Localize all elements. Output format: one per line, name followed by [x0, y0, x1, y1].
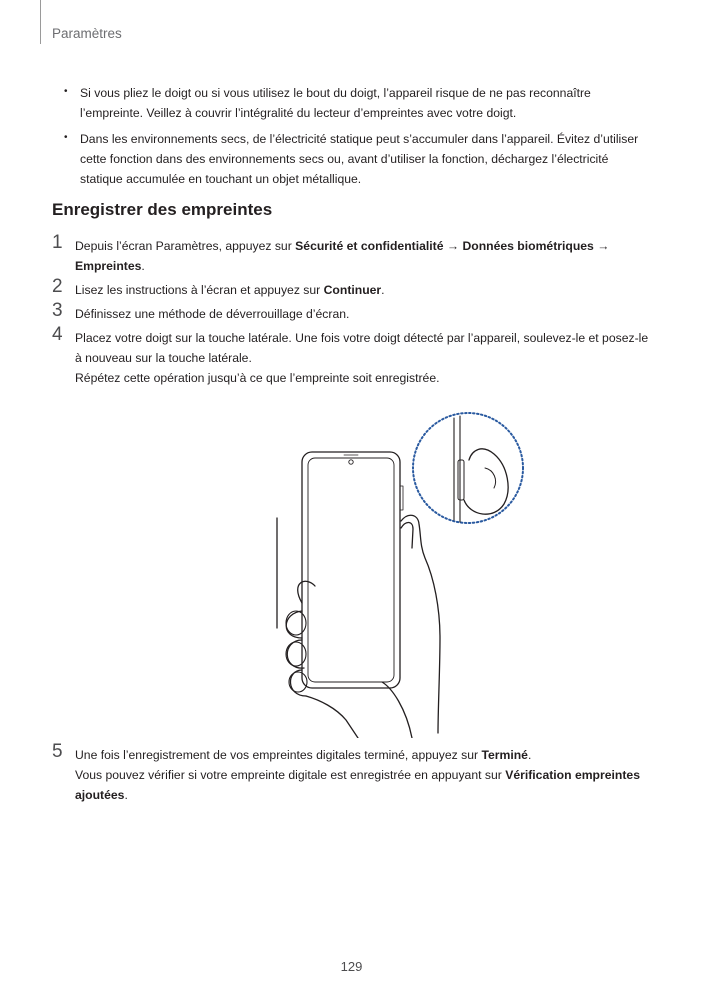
step-number: 1 — [52, 232, 63, 253]
phone-outline — [302, 452, 400, 688]
step-4: 4 Placez votre doigt sur la touche latérale. Une fois votre doigt détecté par l’appareil, soulevez-le et posez-le à nouveau sur la touche latérale. Répétez cette opération jusqu’à ce que l’empreinte soit enregistrée. — [52, 324, 649, 385]
section-title: Enregistrer des empreintes — [52, 200, 273, 219]
steps-list-continued — [52, 741, 652, 809]
thumb-zoomed — [464, 449, 508, 514]
header-rule — [40, 0, 41, 44]
page-number: 129 — [340, 959, 363, 974]
page-header: Paramètres — [52, 26, 122, 41]
step-number: 4 — [52, 324, 63, 345]
note-item: • Dans les environnements secs, de l’électricité statique peut s’accumuler dans l’appareil. Évitez d’utiliser cette fonction dans des environnements secs ou, avant d’utiliser la fonction, déchargez l’électricité statique accumulée en touchant un objet métallique. — [64, 129, 654, 189]
step-number: 2 — [52, 276, 63, 297]
note-item: • Si vous pliez le doigt ou si vous utilisez le bout du doigt, l’appareil risque de ne pas reconnaître l’empreinte. Veillez à couvrir l’intégralité du lecteur d’empreintes avec votre doigt. — [64, 83, 654, 123]
step-3: 3 Définissez une méthode de déverrouillage d’écran. — [52, 300, 350, 321]
side-key-zoomed — [458, 460, 464, 500]
bullet-icon: • — [64, 132, 68, 143]
camera-icon — [349, 460, 353, 464]
finger-outline — [298, 581, 315, 603]
step-5: 5 Une fois l’enregistrement de vos empreintes digitales terminé, appuyez sur Terminé. Vous pouvez vérifier si votre empreinte digitale est enregistrée en appuyant sur Vérification empreintes ajoutées. — [52, 741, 640, 802]
step-2: 2 Lisez les instructions à l’écran et appuyez sur Continuer. — [52, 276, 385, 297]
step-number: 5 — [52, 741, 63, 762]
notes-list — [64, 83, 654, 195]
fingerprint-side-key-illustration — [262, 408, 532, 738]
hand-outline — [401, 515, 440, 733]
bullet-icon: • — [64, 86, 68, 97]
step-1: 1 Depuis l’écran Paramètres, appuyez sur Sécurité et confidentialité → Données biométriques → Empreintes. — [52, 232, 610, 273]
steps-list — [52, 232, 652, 392]
step-number: 3 — [52, 300, 63, 321]
phone-screen — [308, 458, 394, 682]
